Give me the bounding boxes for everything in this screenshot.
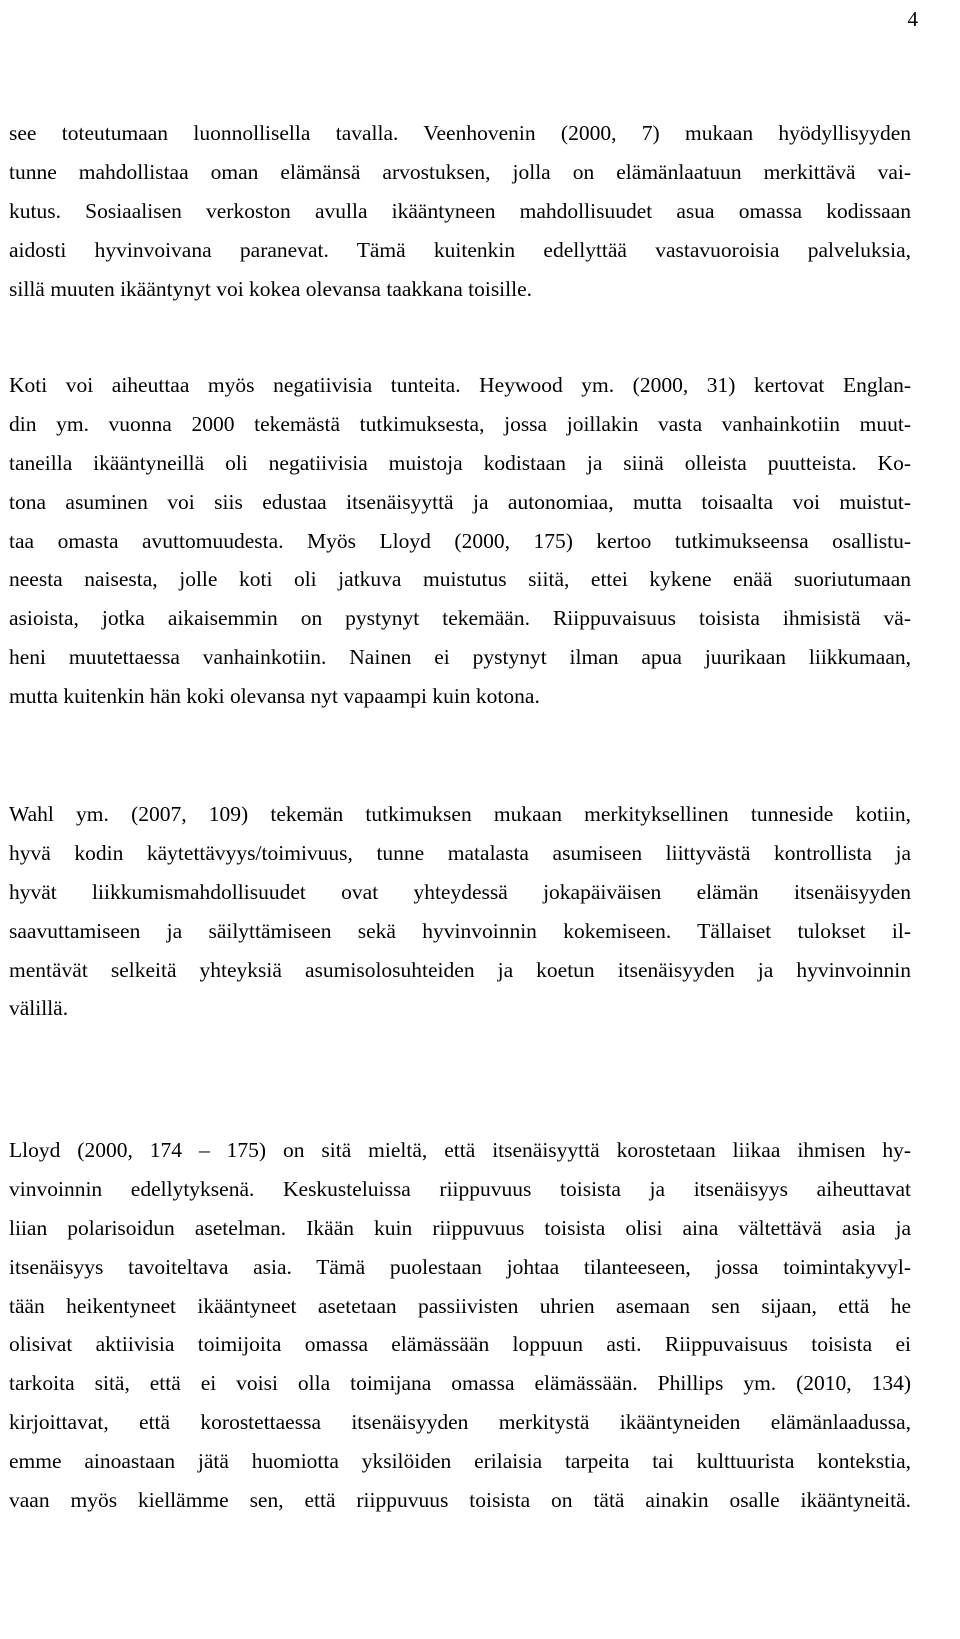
page-number: 4 bbox=[907, 7, 918, 31]
text-line: olisivat aktiivisia toimijoita omassa elämässään loppuun asti. Riippuvaisuus toisista ei bbox=[9, 1332, 911, 1357]
text-line: taneilla ikääntyneillä oli negatiivisia muistoja kodistaan ja siinä olleista puutteista. Ko- bbox=[9, 450, 911, 475]
text-line: mutta kuitenkin hän koki olevansa nyt vapaampi kuin kotona. bbox=[9, 684, 540, 709]
text-line: itsenäisyys tavoiteltava asia. Tämä puolestaan johtaa tilanteeseen, jossa toimintakyvyl- bbox=[9, 1254, 911, 1279]
text-line: mentävät selkeitä yhteyksiä asumisolosuhteiden ja koetun itsenäisyyden ja hyvinvoinnin bbox=[9, 957, 911, 982]
text-line: liian polarisoidun asetelman. Ikään kuin riippuvuus toisista olisi aina vältettävä asia ja bbox=[9, 1215, 911, 1240]
text-line: din ym. vuonna 2000 tekemästä tutkimuksesta, jossa joillakin vasta vanhainkotiin muut- bbox=[9, 411, 911, 436]
text-line: kirjoittavat, että korostettaessa itsenäisyyden merkitystä ikääntyneiden elämänlaadussa, bbox=[9, 1410, 911, 1435]
text-line: heni muutettaessa vanhainkotiin. Nainen ei pystynyt ilman apua juurikaan liikkumaan, bbox=[9, 645, 911, 670]
text-line: Koti voi aiheuttaa myös negatiivisia tunteita. Heywood ym. (2000, 31) kertovat Englan- bbox=[9, 373, 911, 397]
text-line: saavuttamiseen ja säilyttämiseen sekä hyvinvoinnin kokemiseen. Tällaiset tulokset il- bbox=[9, 918, 911, 943]
paragraph-1 bbox=[9, 114, 911, 308]
text-line: neesta naisesta, jolle koti oli jatkuva muistutus siitä, ettei kykene enää suoriutumaan bbox=[9, 567, 911, 592]
text-line: Lloyd (2000, 174 – 175) on sitä mieltä, että itsenäisyyttä korostetaan liikaa ihmisen hy- bbox=[9, 1138, 911, 1162]
text-line: tään heikentyneet ikääntyneet asetetaan passiivisten uhrien asemaan sen sijaan, että he bbox=[9, 1293, 911, 1318]
text-line: sillä muuten ikääntynyt voi kokea olevansa taakkana toisille. bbox=[9, 276, 533, 301]
text-line: välillä. bbox=[9, 996, 69, 1021]
text-line: vinvoinnin edellytyksenä. Keskusteluissa riippuvuus toisista ja itsenäisyys aiheuttavat bbox=[9, 1176, 911, 1201]
text-line: see toteutumaan luonnollisella tavalla. Veenhovenin (2000, 7) mukaan hyödyllisyyden bbox=[9, 121, 911, 145]
text-line: emme ainoastaan jätä huomiotta yksilöiden erilaisia tarpeita tai kulttuurista kontekstia, bbox=[9, 1449, 911, 1474]
paragraph-3 bbox=[9, 795, 911, 1028]
paragraph-2 bbox=[9, 366, 911, 716]
text-line: hyvä kodin käytettävyys/toimivuus, tunne matalasta asumiseen liittyvästä kontrollista ja bbox=[9, 840, 911, 865]
text-line: kutus. Sosiaalisen verkoston avulla ikääntyneen mahdollisuudet asua omassa kodissaan bbox=[9, 198, 911, 223]
paragraph-4 bbox=[9, 1131, 911, 1520]
text-line: Wahl ym. (2007, 109) tekemän tutkimuksen mukaan merkityksellinen tunneside kotiin, bbox=[9, 802, 911, 826]
text-line: tona asuminen voi siis edustaa itsenäisyyttä ja autonomiaa, mutta toisaalta voi muistut- bbox=[9, 489, 911, 514]
text-line: vaan myös kiellämme sen, että riippuvuus toisista on tätä ainakin osalle ikääntyneitä. bbox=[9, 1488, 911, 1513]
text-line: aidosti hyvinvoivana paranevat. Tämä kuitenkin edellyttää vastavuoroisia palveluksia, bbox=[9, 237, 911, 262]
text-line: tunne mahdollistaa oman elämänsä arvostuksen, jolla on elämänlaatuun merkittävä vai- bbox=[9, 159, 911, 184]
text-line: asioista, jotka aikaisemmin on pystynyt tekemään. Riippuvaisuus toisista ihmisistä vä- bbox=[9, 606, 911, 631]
text-line: taa omasta avuttomuudesta. Myös Lloyd (2000, 175) kertoo tutkimukseensa osallistu- bbox=[9, 528, 911, 553]
text-line: hyvät liikkumismahdollisuudet ovat yhteydessä jokapäiväisen elämän itsenäisyyden bbox=[9, 879, 911, 904]
text-line: tarkoita sitä, että ei voisi olla toimijana omassa elämässään. Phillips ym. (2010, 134) bbox=[9, 1371, 911, 1396]
